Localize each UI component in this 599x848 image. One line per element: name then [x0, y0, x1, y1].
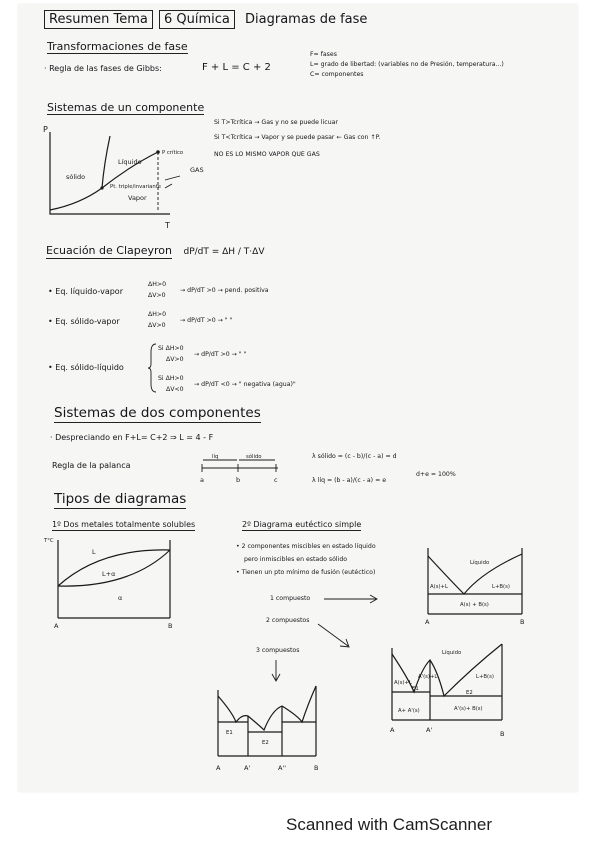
- label-e2: E2: [262, 740, 269, 746]
- label-gas: GAS: [190, 166, 204, 174]
- clapeyron-heading-text: Ecuación de Clapeyron: [46, 244, 172, 257]
- label-a-l: A(s)+L: [430, 584, 448, 590]
- label-a: A: [216, 764, 221, 772]
- def-l: L= grado de libertad: (variables no de Presión, temperatura...): [310, 61, 504, 68]
- label-e2: E2: [466, 690, 473, 696]
- label-b: B: [500, 730, 505, 738]
- label-alpha: α: [118, 594, 123, 602]
- eq3-brace: [148, 342, 158, 394]
- def-c: C= componentes: [310, 71, 364, 78]
- label-b: B: [520, 618, 525, 626]
- label-ab-l: A'(s)+L: [418, 674, 438, 680]
- label-liquid: Líquido: [470, 560, 490, 566]
- lambda-solido: λ sólido = (c - b)/(c - a) = d: [312, 453, 397, 460]
- eq3-result-2: → dP/dT <0 → " negativa (agua)": [194, 381, 296, 388]
- sublimation-curve: [50, 188, 102, 210]
- label-3-compuestos: 3 compuestos: [256, 647, 300, 654]
- eq1-cond-2: ΔV>0: [148, 292, 166, 299]
- diagram-eutectic-simple: [422, 542, 532, 628]
- eq3-case1-cond-1: Si ΔH>0: [158, 345, 184, 352]
- label-b: B: [314, 764, 319, 772]
- eq3-case2-cond-2: ΔV<0: [166, 386, 184, 393]
- label-l: L: [92, 548, 96, 556]
- diagram-two-compounds: [382, 638, 512, 742]
- label-2-compuestos: 2 compuestos: [266, 617, 310, 624]
- eq3-label: • Eq. sólido-líquido: [48, 363, 124, 372]
- type2-note-1: • 2 componentes miscibles en estado líquido: [236, 543, 376, 550]
- eq2-result: → dP/dT >0 → " ": [180, 317, 233, 324]
- eq1-label: • Eq. líquido-vapor: [48, 287, 123, 296]
- type1-title: 1º Dos metales totalmente solubles: [52, 520, 196, 529]
- axis-label-t: T: [165, 221, 170, 230]
- eq3-result-1: → dP/dT >0 → " ": [194, 351, 247, 358]
- label-e1: E1: [412, 686, 419, 692]
- label-a: A: [390, 726, 395, 734]
- note-tcritica-2: Si T<Tcrítica → Vapor y se puede pasar ← Gas con ↑P.: [214, 134, 381, 141]
- eq1-cond-1: ΔH>0: [148, 281, 167, 288]
- heading-un-componente: Sistemas de un componente: [47, 101, 205, 114]
- type2-title: 2º Diagrama eutéctico simple: [242, 520, 362, 529]
- label-liquid: Líquido: [442, 650, 462, 656]
- arrow-marks: [165, 176, 180, 188]
- lambda-liquido: λ líq = (b - a)/(c - a) = e: [312, 477, 387, 484]
- label-tc: T°C: [44, 538, 54, 544]
- page-title: [44, 13, 367, 26]
- label-a-l: A(s)+L: [394, 680, 412, 686]
- label-ab: A': [426, 726, 433, 734]
- eq3-case2-cond-1: Si ΔH>0: [158, 375, 184, 382]
- phase-diagram-one-component: [40, 124, 230, 232]
- label-vapor: Vapor: [128, 194, 147, 202]
- label-a: A: [425, 618, 430, 626]
- note-tcritica-1: Si T>Tcrítica → Gas y no se puede licuar: [214, 119, 338, 126]
- def-f: F= fases: [310, 51, 337, 58]
- title-suffix: Diagramas de fase: [245, 12, 368, 27]
- d-plus-e: d+e = 100%: [416, 471, 456, 478]
- title-prefix: Resumen Tema: [44, 10, 153, 29]
- arrow-2-compuestos: [316, 622, 356, 652]
- label-critical: P crítico: [162, 150, 184, 156]
- label-a-ab: A+ A'(s): [398, 708, 420, 714]
- heading-tipos: Tipos de diagramas: [54, 491, 187, 507]
- triple-point: [100, 186, 103, 189]
- heading-transformaciones: Transformaciones de fase: [47, 40, 188, 53]
- clapeyron-formula: dP/dT = ΔH / T·ΔV: [183, 247, 265, 257]
- palanca-sol: sólido: [246, 454, 262, 460]
- axis-label-p: P: [43, 125, 48, 134]
- eq2-cond-1: ΔH>0: [148, 311, 167, 318]
- eq1-result: → dP/dT >0 → pend. positiva: [180, 287, 269, 294]
- label-a-b: A(s) + B(s): [460, 602, 489, 608]
- label-triple: Pt. triple/invariante: [110, 184, 162, 190]
- label-ab-b: A'(s)+ B(s): [454, 706, 483, 712]
- palanca-label: Regla de la palanca: [52, 461, 131, 470]
- gibbs-rule-label: · Regla de las fases de Gibbs:: [44, 64, 162, 73]
- frame: [58, 540, 170, 618]
- heading-dos-componentes: Sistemas de dos componentes: [54, 405, 261, 421]
- type2-note-3: • Tienen un pto mínimo de fusión (eutéctico): [236, 569, 376, 576]
- palanca-point-c: c: [274, 476, 278, 484]
- gibbs-rule-formula: F + L = C + 2: [202, 62, 271, 73]
- label-e1: E1: [226, 730, 233, 736]
- eq3-case1-cond-2: ΔV>0: [166, 356, 184, 363]
- label-1-compuesto: 1 compuesto: [270, 595, 311, 602]
- palanca-liq: líq: [212, 454, 219, 460]
- eq2-label: • Eq. sólido-vapor: [48, 317, 120, 326]
- label-liquid: Líquido: [118, 158, 142, 166]
- diagram-three-compounds: [198, 676, 328, 776]
- label-l-alpha: L+α: [102, 570, 116, 578]
- diagram-total-solubility: [40, 534, 190, 630]
- heading-clapeyron: [46, 245, 264, 257]
- despreciando-rule: · Despreciando en F+L= C+2 ⇒ L = 4 - F: [50, 433, 214, 442]
- scanned-page: [18, 4, 578, 792]
- label-a: A: [54, 622, 59, 630]
- compound-lines: [248, 706, 282, 756]
- label-ab: A': [244, 764, 251, 772]
- palanca-diagram: [196, 450, 286, 486]
- label-l-b: L+B(s): [492, 584, 510, 590]
- arrow-1-compuesto: [322, 594, 382, 604]
- title-boxed: 6 Química: [159, 10, 235, 29]
- palanca-point-b: b: [236, 476, 241, 484]
- camscanner-footer: Scanned with CamScanner: [286, 815, 493, 834]
- liquidus: [218, 686, 316, 730]
- note-vapor-gas: NO ES LO MISMO VAPOR QUE GAS: [214, 151, 320, 158]
- type2-note-2: pero inmiscibles en estado sólido: [244, 556, 348, 563]
- label-b: B: [168, 622, 173, 630]
- label-solid: sólido: [66, 173, 86, 181]
- label-l-b: L+B(s): [476, 674, 494, 680]
- palanca-point-a: a: [200, 476, 204, 484]
- eq2-cond-2: ΔV>0: [148, 322, 166, 329]
- fusion-curve: [102, 136, 110, 188]
- label-abb: A'': [278, 764, 287, 772]
